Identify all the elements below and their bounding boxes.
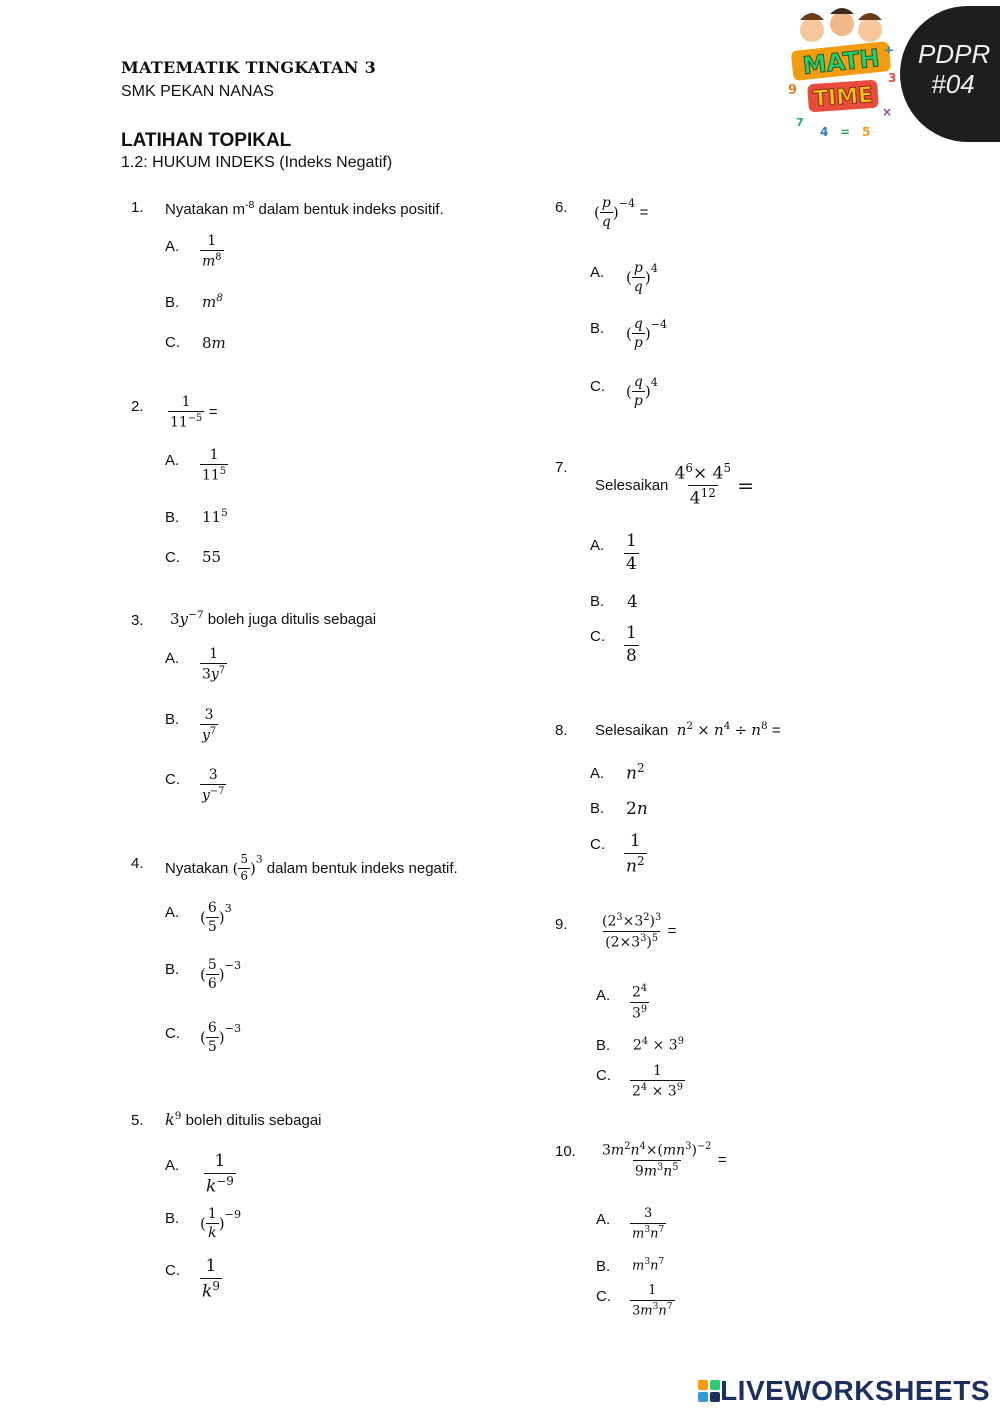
q4-option-b-label[interactable]: B. bbox=[165, 961, 180, 978]
svg-text:+: + bbox=[884, 43, 895, 57]
q8-text: Selesaikan $n^2 \times n^4 \div n^8$ = bbox=[595, 720, 781, 739]
q10-option-b[interactable]: $m^3n^7$ bbox=[632, 1257, 665, 1274]
school-name: SMK PEKAN NANAS bbox=[121, 83, 274, 100]
q1-option-b-label[interactable]: B. bbox=[165, 294, 180, 311]
liveworksheets-icon bbox=[698, 1380, 720, 1402]
subject-title: MATEMATIK TINGKATAN 3 bbox=[121, 58, 377, 77]
q6-number: 6. bbox=[555, 199, 568, 216]
svg-text:5: 5 bbox=[862, 125, 871, 139]
q4-option-a-label[interactable]: A. bbox=[165, 904, 180, 921]
math-time-logo bbox=[782, 8, 900, 140]
q9-expression: $\frac{(2^3\times 3^2)^3}{(2\times 3^3)^5}$ = bbox=[602, 912, 677, 951]
q5-option-a-label[interactable]: A. bbox=[165, 1157, 180, 1174]
q3-number: 3. bbox=[131, 612, 144, 629]
q4-number: 4. bbox=[131, 855, 144, 872]
q7-text: Selesaikan $\frac{4^6\times 4^5}{4^{12}}$ = bbox=[595, 461, 754, 509]
q8-option-c-label[interactable]: C. bbox=[590, 836, 605, 853]
q3-option-c-label[interactable]: C. bbox=[165, 771, 180, 788]
q10-expression: $\frac{3m^2n^4\times(mn^3)^{-2}}{9m^3n^5}$ = bbox=[602, 1141, 727, 1180]
q2-option-b-label[interactable]: B. bbox=[165, 509, 180, 526]
q2-option-b[interactable]: $11^5$ bbox=[202, 507, 228, 526]
q8-option-b-label[interactable]: B. bbox=[590, 800, 605, 817]
q4-text: Nyatakan ( $\frac{5}{6}$ )$^3$ dalam bentuk indeks negatif. bbox=[165, 852, 458, 883]
q3-text: $3y^{-7}$ boleh juga ditulis sebagai bbox=[170, 609, 377, 628]
svg-text:4: 4 bbox=[820, 125, 829, 139]
q6-option-b[interactable]: ( $\frac{q}{p}$ )$^{-4}$ bbox=[626, 316, 668, 352]
q1-option-c-label[interactable]: C. bbox=[165, 334, 180, 351]
q9-option-a-label[interactable]: A. bbox=[596, 987, 611, 1004]
q5-text: $k^9$ boleh ditulis sebagai bbox=[165, 1110, 322, 1129]
q9-option-b-label[interactable]: B. bbox=[596, 1037, 611, 1054]
svg-text:3: 3 bbox=[888, 71, 897, 85]
q1-text: Nyatakan $m^{-8}$ dalam bentuk indeks positif. bbox=[165, 199, 444, 218]
q6-expression: ( $\frac{p}{q}$ )$^{-4}$ = bbox=[594, 195, 649, 231]
q6-option-a[interactable]: ( $\frac{p}{q}$ )$^4$ bbox=[626, 260, 658, 296]
q10-option-a[interactable]: $\frac{3}{m^3n^7}$ bbox=[632, 1206, 665, 1242]
q10-number: 10. bbox=[555, 1143, 576, 1160]
q10-option-b-label[interactable]: B. bbox=[596, 1258, 611, 1275]
q2-option-a-label[interactable]: A. bbox=[165, 452, 180, 469]
q10-option-c[interactable]: $\frac{1}{3m^3n^7}$ bbox=[632, 1283, 673, 1319]
q6-option-c-label[interactable]: C. bbox=[590, 378, 605, 395]
pdpr-badge bbox=[900, 6, 1000, 142]
q5-number: 5. bbox=[131, 1112, 144, 1129]
q9-option-a[interactable]: $\frac{2^4}{3^9}$ bbox=[632, 983, 648, 1022]
q7-option-a-label[interactable]: A. bbox=[590, 537, 605, 554]
q7-option-b[interactable]: 4 bbox=[627, 592, 638, 612]
svg-text:×: × bbox=[882, 105, 893, 119]
q10-option-c-label[interactable]: C. bbox=[596, 1288, 611, 1305]
svg-text:9: 9 bbox=[788, 83, 798, 98]
q9-option-b[interactable]: $2^4 \times 3^9$ bbox=[633, 1036, 684, 1054]
q6-option-c[interactable]: ( $\frac{q}{p}$ )$^4$ bbox=[626, 374, 658, 410]
q2-option-c[interactable]: 55 bbox=[202, 548, 222, 566]
q2-number: 2. bbox=[131, 398, 144, 415]
q3-option-a-label[interactable]: A. bbox=[165, 650, 180, 667]
q5-option-b[interactable]: ( $\frac{1}{k}$ )$^{-9}$ bbox=[200, 1206, 242, 1242]
q7-option-c-label[interactable]: C. bbox=[590, 628, 605, 645]
q9-number: 9. bbox=[555, 916, 568, 933]
q4-option-a[interactable]: ( $\frac{6}{5}$ )$^3$ bbox=[200, 900, 232, 936]
q3-option-a[interactable]: $\frac{1}{3y^7}$ bbox=[202, 646, 226, 683]
pdpr-label: PDPR bbox=[918, 39, 991, 69]
q5-option-c[interactable]: $\frac{1}{k^9}$ bbox=[202, 1256, 220, 1302]
q6-option-b-label[interactable]: B. bbox=[590, 320, 605, 337]
q10-option-a-label[interactable]: A. bbox=[596, 1211, 611, 1228]
q7-option-c[interactable]: $\frac{1}{8}$ bbox=[626, 623, 637, 666]
q5-option-a[interactable]: $\frac{1}{k^{-9}}$ bbox=[206, 1151, 234, 1197]
q1-option-a-label[interactable]: A. bbox=[165, 238, 180, 255]
q1-option-c[interactable]: 8m bbox=[202, 334, 226, 352]
q9-option-c-label[interactable]: C. bbox=[596, 1067, 611, 1084]
q1-option-b[interactable]: $m^8$ bbox=[202, 292, 223, 311]
svg-text:=: = bbox=[840, 125, 851, 139]
q8-option-a[interactable]: $n^2$ bbox=[626, 761, 645, 784]
q1-option-a[interactable]: $\frac{1}{m^8}$ bbox=[202, 233, 222, 270]
q3-option-c[interactable]: $\frac{3}{y^{-7}}$ bbox=[202, 767, 225, 804]
worksheet-title: LATIHAN TOPIKAL bbox=[121, 130, 292, 151]
q5-option-b-label[interactable]: B. bbox=[165, 1210, 180, 1227]
q8-option-a-label[interactable]: A. bbox=[590, 765, 605, 782]
q8-number: 8. bbox=[555, 722, 568, 739]
q7-option-b-label[interactable]: B. bbox=[590, 593, 605, 610]
q4-option-c-label[interactable]: C. bbox=[165, 1025, 180, 1042]
q6-option-a-label[interactable]: A. bbox=[590, 264, 605, 281]
q2-option-a[interactable]: $\frac{1}{11^5}$ bbox=[202, 447, 227, 484]
pdpr-number: #04 bbox=[931, 68, 975, 99]
q2-expression: $\frac{1}{11^{-5}}$ = bbox=[170, 394, 218, 431]
svg-text:7: 7 bbox=[796, 116, 804, 129]
q8-option-b[interactable]: 2n bbox=[626, 799, 648, 819]
q7-option-a[interactable]: $\frac{1}{4}$ bbox=[626, 531, 637, 574]
q1-number: 1. bbox=[131, 199, 144, 216]
worksheet-subtitle: 1.2: HUKUM INDEKS (Indeks Negatif) bbox=[121, 154, 393, 171]
q4-option-c[interactable]: ( $\frac{6}{5}$ )$^{-3}$ bbox=[200, 1020, 242, 1056]
q3-option-b[interactable]: $\frac{3}{y^7}$ bbox=[202, 707, 217, 744]
q3-option-b-label[interactable]: B. bbox=[165, 711, 180, 728]
q5-option-c-label[interactable]: C. bbox=[165, 1262, 180, 1279]
logo-word-math: MATH bbox=[801, 44, 881, 80]
q8-option-c[interactable]: $\frac{1}{n^2}$ bbox=[626, 831, 645, 877]
q9-option-c[interactable]: $\frac{1}{2^4 \times 3^9}$ bbox=[632, 1063, 683, 1100]
q4-option-b[interactable]: ( $\frac{5}{6}$ )$^{-3}$ bbox=[200, 957, 242, 993]
liveworksheets-brand[interactable]: LIVEWORKSHEETS bbox=[720, 1375, 990, 1406]
q7-number: 7. bbox=[555, 459, 568, 476]
q2-option-c-label[interactable]: C. bbox=[165, 549, 180, 566]
logo-word-time: TIME bbox=[812, 82, 874, 113]
